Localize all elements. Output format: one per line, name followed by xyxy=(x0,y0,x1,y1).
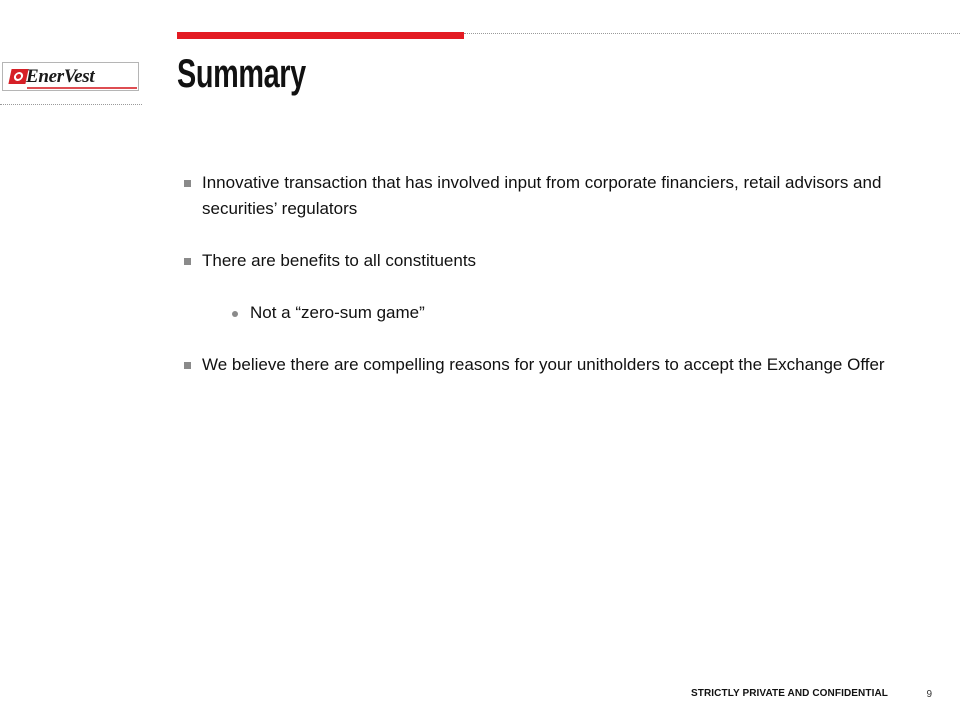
enervest-logo-text: EnerVest xyxy=(26,66,95,87)
summary-bullet-1-text: Innovative transaction that has involved input from corporate financiers, retail advisors and securities’ regulators xyxy=(202,173,882,218)
page-number: 9 xyxy=(926,689,932,700)
square-bullet-icon xyxy=(184,258,191,265)
title-accent-bar xyxy=(177,32,464,39)
summary-bullet-2-text: There are benefits to all constituents xyxy=(202,251,477,270)
summary-sub-bullet xyxy=(232,300,904,326)
summary-bullet-1 xyxy=(184,170,904,222)
square-bullet-icon xyxy=(184,180,191,187)
square-bullet-icon xyxy=(184,362,191,369)
logo-underline xyxy=(27,87,137,89)
summary-bullet-3 xyxy=(184,352,904,378)
top-divider xyxy=(464,33,960,34)
summary-bullet-3-text: We believe there are compelling reasons for your unitholders to accept the Exchange Offer xyxy=(202,355,885,374)
round-bullet-icon xyxy=(232,311,238,317)
page-title: Summary xyxy=(177,52,306,96)
logo-divider xyxy=(0,104,142,105)
confidentiality-label: STRICTLY PRIVATE AND CONFIDENTIAL xyxy=(690,688,888,699)
summary-bullet-2 xyxy=(184,248,904,274)
summary-bullet-list xyxy=(184,170,904,404)
summary-sub-bullet-text: Not a “zero-sum game” xyxy=(250,303,425,322)
enervest-logo xyxy=(2,62,139,91)
